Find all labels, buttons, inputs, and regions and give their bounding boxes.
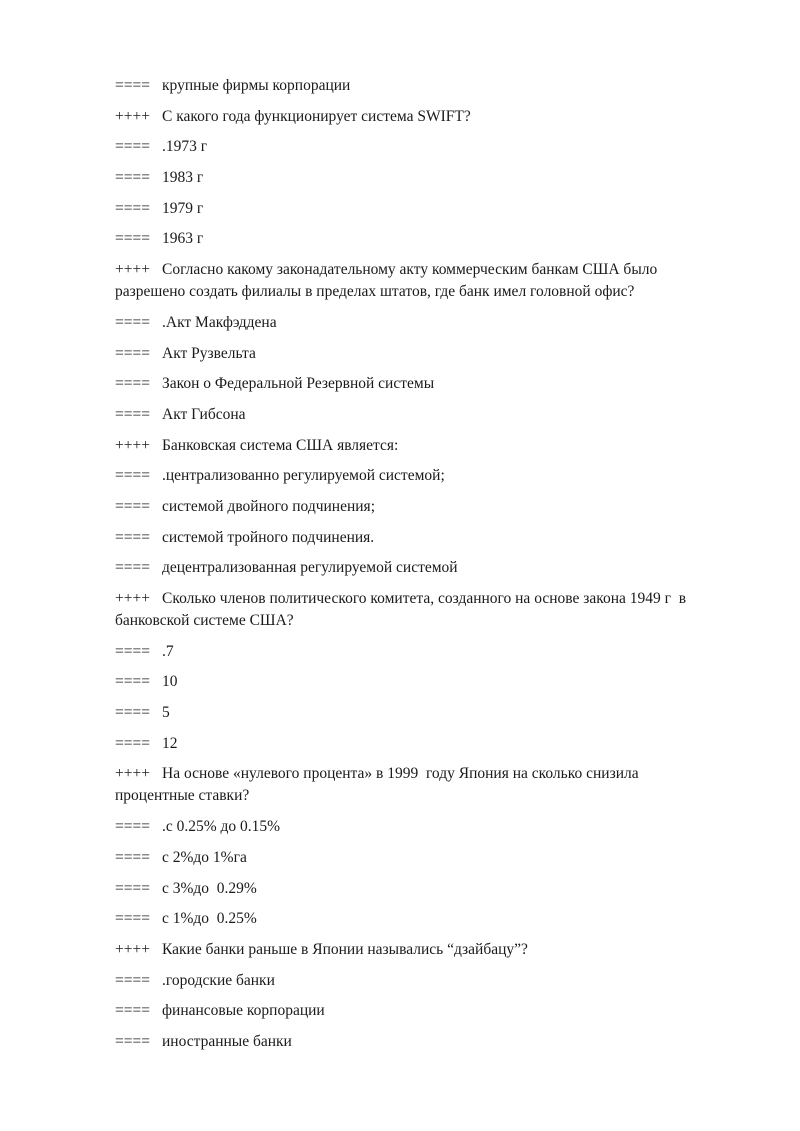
answer-line	[115, 167, 715, 189]
answer-marker: ====	[115, 138, 150, 156]
question-line	[115, 259, 715, 303]
answer-marker: ====	[115, 673, 150, 691]
question-marker: ++++	[115, 940, 150, 958]
answer-text: 1963 г	[162, 230, 204, 248]
answer-text: .городские банки	[162, 971, 275, 989]
answer-line	[115, 527, 715, 549]
answer-marker: ====	[115, 848, 150, 866]
answer-text: крупные фирмы корпорации	[162, 77, 351, 94]
answer-marker: ====	[115, 344, 150, 362]
answer-line	[115, 228, 715, 250]
answer-line	[115, 496, 715, 518]
answer-line	[115, 671, 715, 693]
answer-text: 10	[162, 673, 178, 691]
answer-marker: ====	[115, 1002, 150, 1020]
question-marker: ++++	[115, 765, 150, 783]
question-marker: ++++	[115, 107, 150, 125]
answer-marker: ====	[115, 734, 150, 752]
question-line	[115, 763, 715, 807]
question-text: Банковская система США является:	[162, 436, 399, 454]
answer-marker: ====	[115, 77, 150, 94]
answer-text: .с 0.25% до 0.15%	[162, 818, 281, 836]
answer-text: .Акт Макфэддена	[162, 313, 277, 331]
answer-text: 5	[162, 704, 170, 722]
answer-text: 1979 г	[162, 199, 204, 217]
question-text: Какие банки раньше в Японии назывались “дзайбацу”?	[162, 940, 528, 958]
answer-marker: ====	[115, 230, 150, 248]
answer-line	[115, 878, 715, 900]
answer-marker: ====	[115, 704, 150, 722]
answer-line	[115, 847, 715, 869]
question-text: С какого года функционирует система SWIFT?	[162, 107, 471, 125]
answer-line	[115, 970, 715, 992]
question-marker: ++++	[115, 261, 150, 279]
answer-text: финансовые корпорации	[162, 1002, 325, 1020]
answer-text: 1983 г	[162, 169, 204, 187]
answer-marker: ====	[115, 818, 150, 836]
answer-marker: ====	[115, 313, 150, 331]
answer-text: Акт Гибсона	[162, 405, 246, 423]
answer-line	[115, 702, 715, 724]
question-line	[115, 435, 715, 457]
answer-marker: ====	[115, 169, 150, 187]
answer-text: с 3%до 0.29%	[162, 879, 257, 897]
answer-text: .1973 г	[162, 138, 208, 156]
question-text: На основе «нулевого процента» в 1999 году Япония на сколько снизила процентные ставки?	[115, 765, 643, 805]
answer-marker: ====	[115, 528, 150, 546]
question-line	[115, 939, 715, 961]
question-text: Согласно какому законадательному акту коммерческим банкам США было разрешено создать филиалы в пределах штатов, где банк имел головной офис?	[115, 261, 662, 301]
answer-marker: ====	[115, 375, 150, 393]
answer-marker: ====	[115, 1032, 150, 1050]
document-page	[115, 75, 715, 1062]
answer-marker: ====	[115, 199, 150, 217]
answer-marker: ====	[115, 559, 150, 577]
answer-marker: ====	[115, 879, 150, 897]
answer-text: иностранные банки	[162, 1032, 292, 1050]
answer-text: 12	[162, 734, 178, 752]
answer-line	[115, 557, 715, 579]
answer-text: с 2%до 1%га	[162, 848, 247, 866]
answer-text: Закон о Федеральной Резервной системы	[162, 375, 435, 393]
answer-line	[115, 373, 715, 395]
answer-marker: ====	[115, 405, 150, 423]
answer-text: системой тройного подчинения.	[162, 528, 375, 546]
answer-line	[115, 908, 715, 930]
answer-text: системой двойного подчинения;	[162, 497, 375, 515]
answer-line	[115, 404, 715, 426]
answer-line	[115, 136, 715, 158]
answer-text: с 1%до 0.25%	[162, 910, 257, 928]
answer-line	[115, 465, 715, 487]
answer-line	[115, 641, 715, 663]
answer-text: .централизованно регулируемой системой;	[162, 467, 445, 485]
question-marker: ++++	[115, 436, 150, 454]
answer-marker: ====	[115, 971, 150, 989]
answer-line	[115, 816, 715, 838]
answer-line	[115, 1000, 715, 1022]
answer-line	[115, 198, 715, 220]
answer-text: Акт Рузвельта	[162, 344, 256, 362]
question-text: Сколько членов политического комитета, созданного на основе закона 1949 г в банковской системе США?	[115, 590, 690, 629]
answer-marker: ====	[115, 467, 150, 485]
answer-line	[115, 1031, 715, 1053]
question-line	[115, 106, 715, 128]
answer-text: децентрализованная регулируемой системой	[162, 559, 458, 577]
answer-marker: ====	[115, 910, 150, 928]
answer-line	[115, 343, 715, 365]
answer-text: .7	[162, 642, 174, 660]
answer-line	[115, 733, 715, 755]
answer-marker: ====	[115, 497, 150, 515]
question-marker: ++++	[115, 590, 150, 607]
question-line	[115, 588, 715, 632]
answer-marker: ====	[115, 642, 150, 660]
answer-line	[115, 75, 715, 97]
answer-line	[115, 312, 715, 334]
